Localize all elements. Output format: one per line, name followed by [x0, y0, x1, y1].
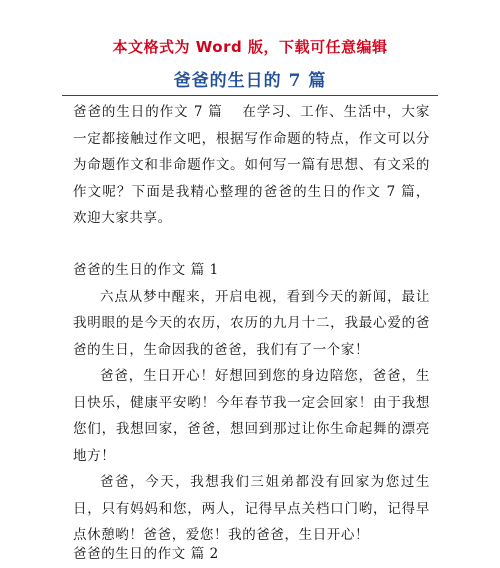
intro-paragraph: 爸爸的生日的作文 7 篇 在学习、工作、生活中，大家一定都接触过作文吧，根据写作命题的特点，作文可以分为命题作文和非命题作文。如何写一篇有思想、有文采的作文呢？下面是我精心整理的爸爸的生日的作文 7 篇，欢迎大家共享。 [73, 104, 430, 226]
section-heading: 爸爸的生日的作文 篇 2 [73, 546, 219, 562]
document-title: 爸爸的生日的 7 篇 [173, 71, 327, 91]
title-divider [62, 95, 438, 96]
section-paragraph: 爸爸，生日开心！好想回到您的身边陪您，爸爸，生日快乐，健康平安哟！今年春节我一定会回家！由于我想您们，我想回家，爸爸，想回到那过让你生命起舞的漂亮地方！ [73, 368, 430, 464]
section-1 [73, 257, 430, 549]
format-banner: 本文格式为 Word 版，下载可任意编辑 [112, 38, 388, 56]
section-heading: 爸爸的生日的作文 篇 1 [73, 262, 219, 278]
section-paragraph: 六点从梦中醒来，开启电视，看到今天的新闻，最让我明眼的是今天的农历，农历的九月十二，我最心爱的爸爸的生日，生命因我的爸爸，我们有了一个家！ [73, 288, 430, 358]
section-paragraph: 爸爸，今天，我想我们三姐弟都没有回家为您过生日，只有妈妈和您，两人，记得早点关档口门哟，记得早点休憩哟！爸爸，爱您！我的爸爸，生日开心！ [73, 474, 430, 543]
section-2 [73, 541, 430, 568]
